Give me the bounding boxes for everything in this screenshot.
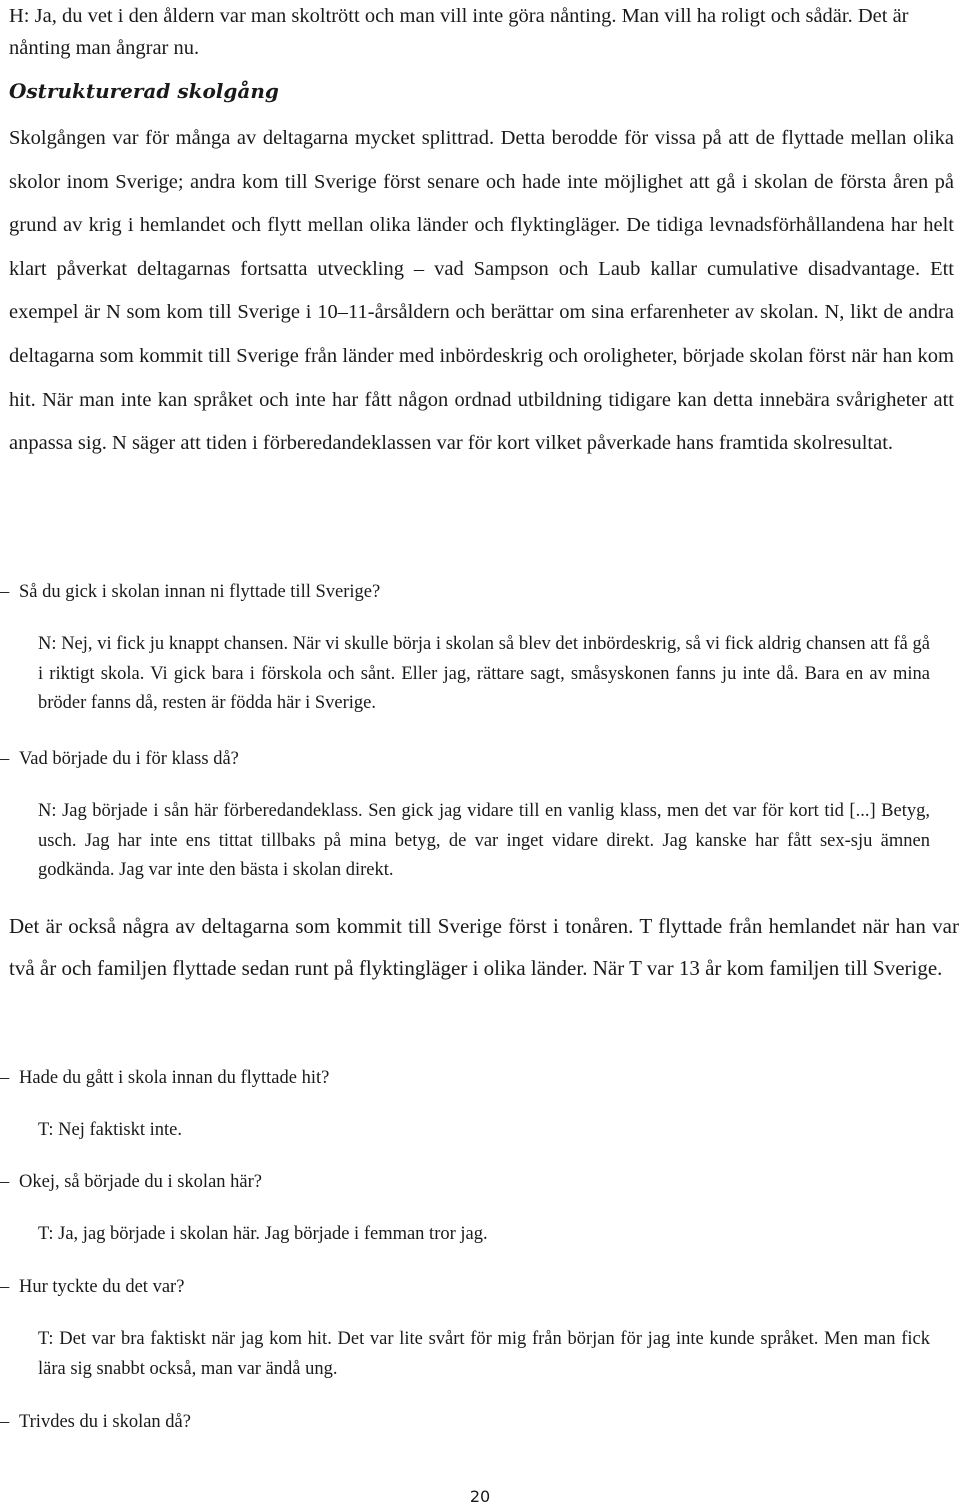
middle-paragraph: Det är också några av deltagarna som kommit till Sverige först i tonåren. T flyttade från hemlandet när han var två år och familjen flyttade sedan runt på flyktingläger i olika länder. När T var 13 år kom familjen till Sverige. (9, 914, 959, 980)
dash-glyph: – (0, 1172, 10, 1192)
interview-question (0, 1170, 262, 1194)
interview-answer-h: H: Ja, du vet i den åldern var man skoltrött och man vill inte göra nånting. Man vill ha roligt och sådär. Det är nånting man ångrar nu. (9, 5, 909, 59)
interview-question (0, 1410, 191, 1434)
body-paragraph: Skolgången var för många av deltagarna mycket splittrad. Detta berodde för vissa på att de flyttade mellan olika skolor inom Sverige; andra kom till Sverige först senare och hade inte möjlighet att gå i skolan de första åren på grund av krig i hemlandet och flytt mellan olika länder och flyktingläger. De tidiga levnadsförhållandena har helt klart påverkat deltagarnas fortsatta utveckling – vad Sampson och Laub kallar cumulative disadvantage. Ett exempel är N som kom till Sverige i 10–11-årsåldern och berättar om sina erfarenheter av skolan. N, likt de andra deltagarna som kommit till Sverige från länder med inbördeskrig och oroligheter, började skolan först när han kom hit. När man inte kan språket och inte har fått någon ordnad utbildning tidigare kan detta innebära svårigheter att anpassa sig. N säger att tiden i förberedandeklassen var för kort vilket påverkade hans framtida skolresultat. (9, 127, 954, 455)
interview-question (0, 1275, 184, 1299)
question-text: Vad började du i för klass då? (19, 749, 239, 769)
question-text: Så du gick i skolan innan ni flyttade till Sverige? (19, 582, 381, 602)
section-heading: Ostrukturerad skolgång (9, 79, 279, 103)
question-text: Hade du gått i skola innan du flyttade hit? (19, 1068, 330, 1088)
interview-answer: T: Det var bra faktiskt när jag kom hit. Det var lite svårt för mig från början för jag inte kunde språket. Men man fick lära sig snabbt också, man var ändå ung. (38, 1329, 930, 1379)
dash-glyph: – (0, 1412, 10, 1432)
interview-question (0, 580, 380, 604)
interview-answer: T: Ja, jag började i skolan här. Jag började i femman tror jag. (38, 1224, 488, 1244)
dash-glyph: – (0, 749, 10, 769)
dash-glyph: – (0, 1277, 10, 1297)
page-number: 20 (469, 1487, 491, 1506)
question-text: Trivdes du i skolan då? (19, 1412, 191, 1432)
question-text: Okej, så började du i skolan här? (19, 1172, 262, 1192)
question-text: Hur tyckte du det var? (19, 1277, 185, 1297)
interview-answer: N: Nej, vi fick ju knappt chansen. När vi skulle börja i skolan så blev det inbördeskrig, så vi fick aldrig chansen att få gå i riktigt skola. Vi gick bara i förskola och sånt. Eller jag, rättare sagt, småsyskonen fanns ju inte då. Bara en av mina bröder fanns då, resten är födda här i Sverige. (38, 634, 930, 713)
dash-glyph: – (0, 582, 10, 602)
dash-glyph: – (0, 1068, 10, 1088)
interview-question (0, 747, 239, 771)
interview-question (0, 1066, 329, 1090)
interview-answer: N: Jag började i sån här förberedandeklass. Sen gick jag vidare till en vanlig klass, men det var för kort tid [...] Betyg, usch. Jag har inte ens tittat tillbaks på mina betyg, de var inget vidare direkt. Jag kanske har fått sex-sju ämnen godkända. Jag var inte den bästa i skolan direkt. (38, 801, 930, 880)
interview-answer: T: Nej faktiskt inte. (38, 1120, 182, 1140)
